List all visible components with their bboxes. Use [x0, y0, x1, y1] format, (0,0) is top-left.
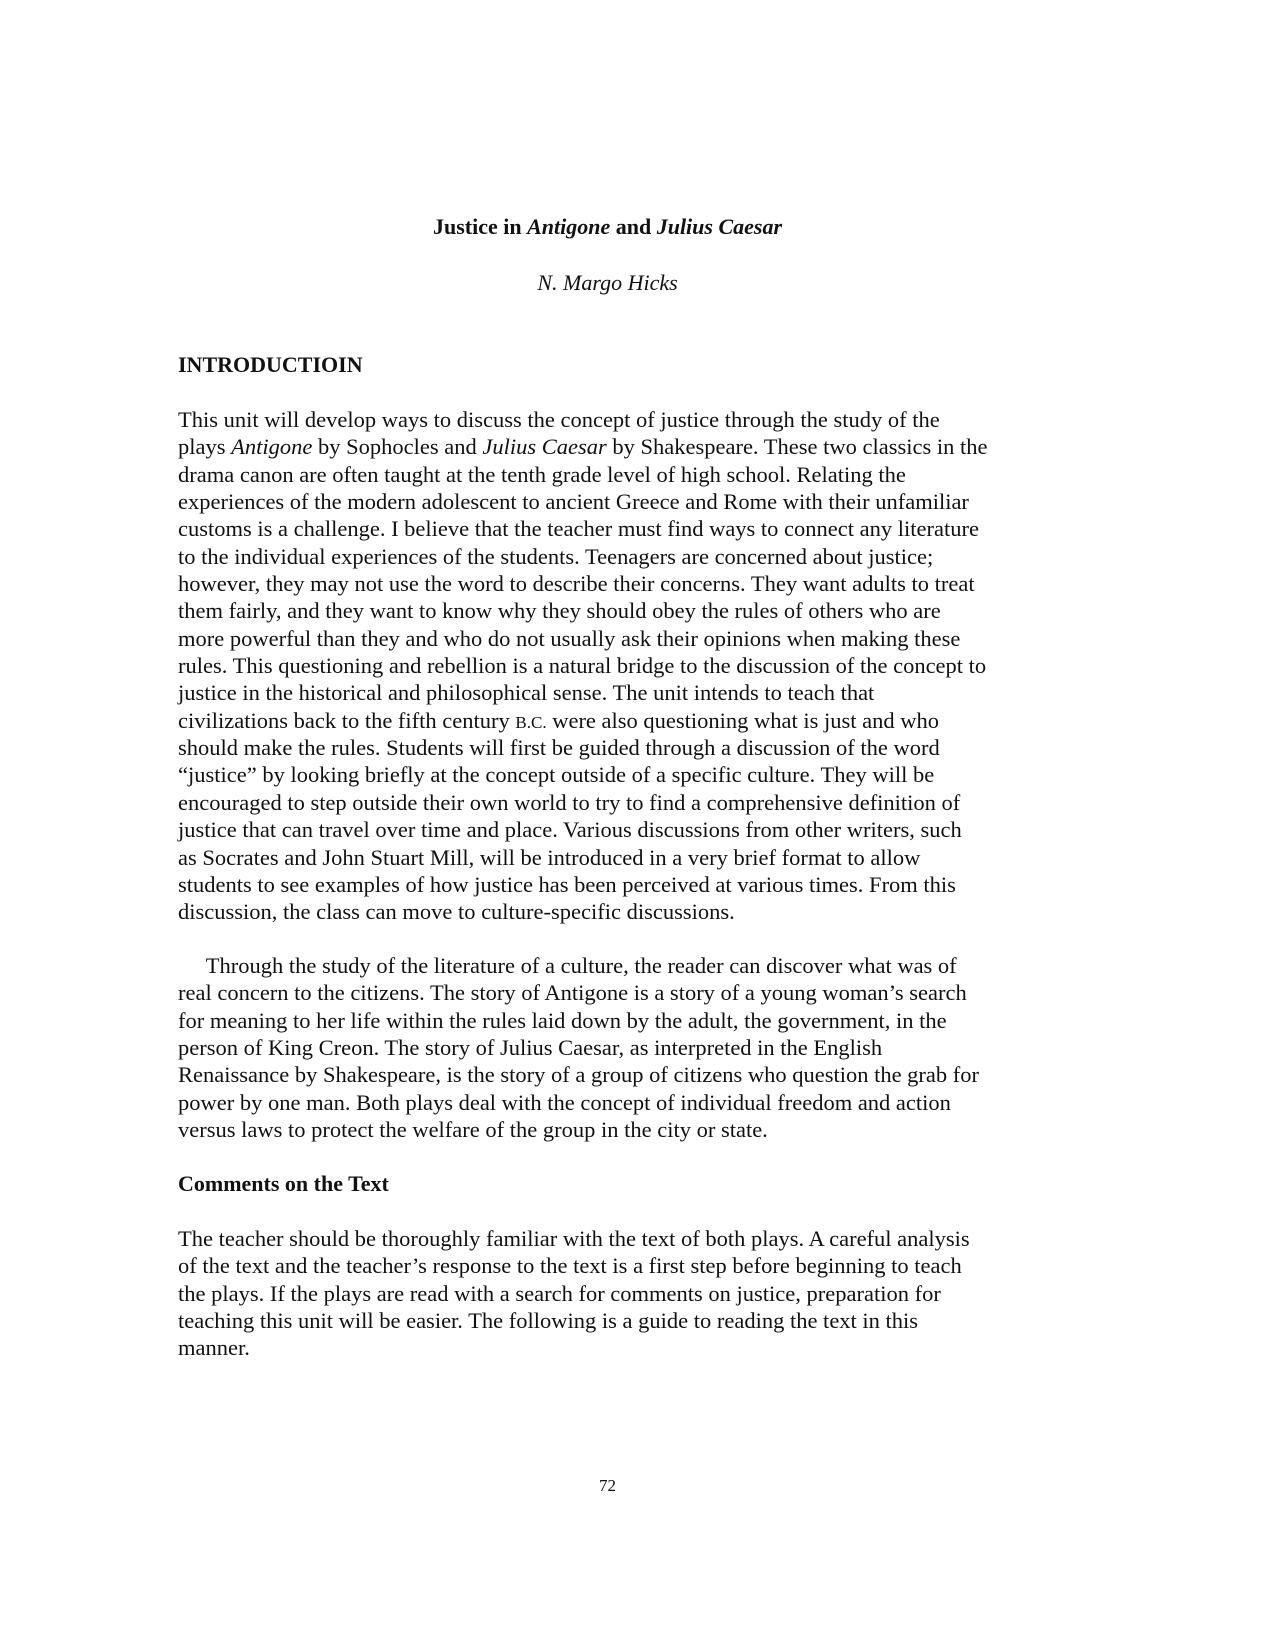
- paragraph-comments: [178, 1225, 970, 1362]
- text-run: students to see examples of how justice has been perceived at various times. From this: [178, 871, 956, 897]
- text-line: [178, 844, 987, 871]
- text-line: [178, 816, 987, 843]
- small-caps-text: B.C.: [515, 712, 547, 732]
- text-line: [178, 1307, 970, 1334]
- text-line: [178, 952, 979, 979]
- text-line: [178, 1334, 970, 1361]
- text-line: [178, 461, 987, 488]
- text-run: justice in the historical and philosophical sense. The unit intends to teach that: [178, 680, 875, 706]
- text-run: The teacher should be thoroughly familiar with the text of both plays. A careful analysis: [178, 1226, 970, 1251]
- italic-text: Antigone: [527, 214, 611, 239]
- text-run: were also questioning what is just and who: [546, 707, 940, 733]
- document-title: [0, 214, 1215, 240]
- text-run: versus laws to protect the welfare of the group in the city or state.: [178, 1117, 768, 1143]
- text-run: discussion, the class can move to culture-specific discussions.: [178, 899, 735, 925]
- italic-text: Antigone: [231, 434, 313, 460]
- text-run: Renaissance by Shakespeare, is the story of a group of citizens who question the grab for: [178, 1062, 980, 1088]
- text-run: manner.: [178, 1335, 250, 1361]
- text-run: plays: [178, 434, 232, 460]
- text-run: and: [610, 214, 657, 239]
- text-line: [178, 1225, 970, 1252]
- page-number: 72: [599, 1476, 616, 1495]
- text-run: however, they may not use the word to describe their concerns. They want adults to treat: [178, 571, 975, 597]
- text-line: [178, 1116, 979, 1143]
- text-run: justice that can travel over time and place. Various discussions from other writers, such: [178, 817, 962, 843]
- text-run: as Socrates and John Stuart Mill, will be introduced in a very brief format to allow: [178, 844, 921, 870]
- italic-text: Julius Caesar: [482, 434, 607, 460]
- text-line: [178, 979, 979, 1006]
- section-heading-introduction: INTRODUCTIOIN: [178, 352, 363, 377]
- text-run: experiences of the modern adolescent to ancient Greece and Rome with their unfamiliar: [178, 489, 969, 515]
- text-run: of the text and the teacher’s response to the text is a first step before beginning to teach: [178, 1253, 962, 1279]
- text-line: [178, 433, 987, 460]
- text-line: [178, 1034, 979, 1061]
- text-line: [178, 652, 987, 679]
- text-line: [178, 1089, 979, 1116]
- author-name: N. Margo Hicks: [537, 270, 678, 295]
- text-run: should make the rules. Students will first be guided through a discussion of the word: [178, 735, 940, 761]
- text-line: [178, 898, 987, 925]
- paragraph-intro-2: [178, 952, 979, 1143]
- text-line: [178, 761, 987, 788]
- text-run: by Shakespeare. These two classics in the: [606, 434, 988, 460]
- text-run: real concern to the citizens. The story of Antigone is a story of a young woman’s search: [178, 980, 967, 1006]
- text-run: civilizations back to the fifth century: [178, 707, 516, 733]
- text-run: rules. This questioning and rebellion is a natural bridge to the discussion of the concept to: [178, 653, 987, 679]
- text-line: [178, 707, 987, 734]
- text-run: to the individual experiences of the students. Teenagers are concerned about justice;: [178, 543, 934, 569]
- text-line: [178, 1252, 970, 1279]
- text-run: customs is a challenge. I believe that the teacher must find ways to connect any literature: [178, 516, 979, 542]
- text-line: [178, 734, 987, 761]
- text-run: teaching this unit will be easier. The following is a guide to reading the text in this: [178, 1308, 919, 1334]
- text-run: Through the study of the literature of a culture, the reader can discover what was of: [178, 953, 957, 978]
- text-line: [178, 1061, 979, 1088]
- text-line: [178, 871, 987, 898]
- text-run: Justice in: [432, 214, 528, 239]
- text-run: This unit will develop ways to discuss the concept of justice through the study of the: [178, 407, 940, 432]
- text-line: [178, 1280, 970, 1307]
- paragraph-intro-1: [178, 406, 987, 926]
- text-run: the plays. If the plays are read with a search for comments on justice, preparation for: [178, 1280, 941, 1306]
- text-line: [178, 488, 987, 515]
- text-line: [178, 570, 987, 597]
- text-line: [178, 406, 987, 433]
- text-run: encouraged to step outside their own world to try to find a comprehensive definition of: [178, 789, 961, 815]
- text-line: [178, 543, 987, 570]
- text-run: them fairly, and they want to know why they should obey the rules of others who are: [178, 598, 941, 624]
- text-run: for meaning to her life within the rules laid down by the adult, the government, in the: [178, 1007, 947, 1033]
- section-heading-comments: Comments on the Text: [178, 1171, 389, 1196]
- text-line: [178, 515, 987, 542]
- text-line: [178, 1007, 979, 1034]
- text-run: drama canon are often taught at the tenth grade level of high school. Relating the: [178, 461, 906, 487]
- text-line: [178, 597, 987, 624]
- text-run: more powerful than they and who do not usually ask their opinions when making these: [178, 625, 961, 651]
- text-run: person of King Creon. The story of Julius Caesar, as interpreted in the English: [178, 1035, 883, 1061]
- text-line: [178, 625, 987, 652]
- text-run: power by one man. Both plays deal with the concept of individual freedom and action: [178, 1089, 951, 1115]
- text-line: [178, 679, 987, 706]
- text-line: [178, 789, 987, 816]
- text-run: by Sophocles and: [312, 434, 483, 460]
- italic-text: Julius Caesar: [656, 214, 783, 239]
- text-run: “justice” by looking briefly at the concept outside of a specific culture. They will be: [178, 762, 935, 788]
